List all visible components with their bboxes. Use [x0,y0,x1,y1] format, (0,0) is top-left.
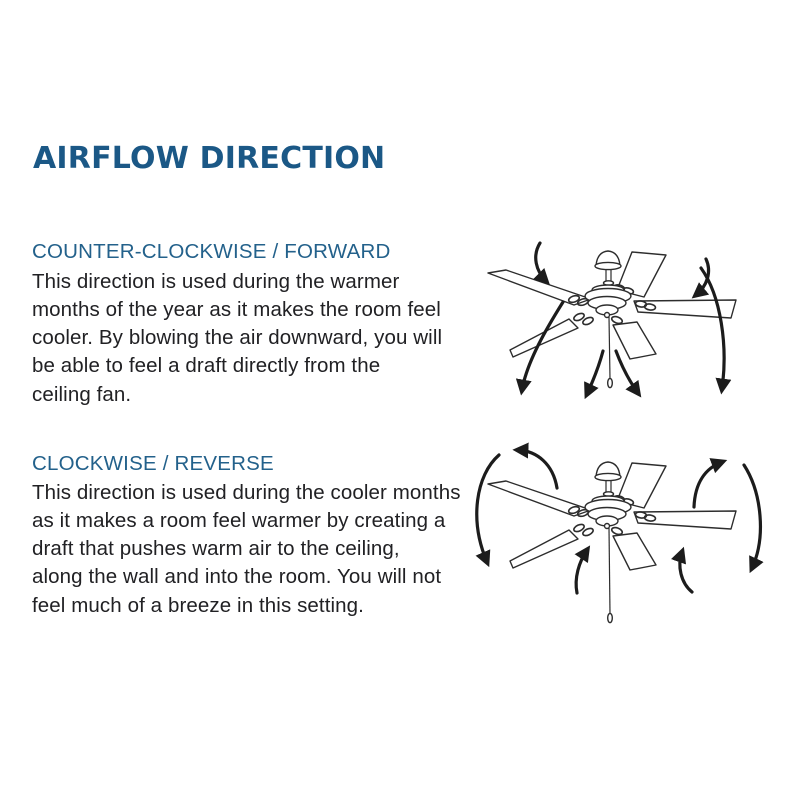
pull-chain [609,528,610,614]
body-line: draft that pushes warm air to the ceiling, [32,537,400,560]
fan-blade [613,533,656,570]
body-line: ceiling fan. [32,383,132,406]
body-line: be able to feel a draft directly from the [32,354,381,377]
body-line: months of the year as it makes the room feel [32,298,441,321]
section-heading-counter-clockwise-forward: COUNTER-CLOCKWISE / FORWARD [32,240,391,263]
up-arrow [576,550,587,593]
section-heading-clockwise-reverse: CLOCKWISE / REVERSE [32,452,274,475]
up-arrow [694,462,722,507]
fan-blade [510,530,578,568]
ceiling-fan-upward-airflow-icon [458,438,798,633]
fan-blade [488,481,591,516]
up-arrow [518,450,557,488]
fan-illustration [488,462,736,570]
body-line: feel much of a breeze in this setting. [32,594,364,617]
body-line: This direction is used during the warmer [32,270,400,293]
fan-illustration [488,251,736,388]
fan-blade [634,511,736,529]
wall-down-arrow [477,455,499,562]
down-arrow [587,351,603,394]
wall-down-arrow [744,465,760,568]
pull-chain [609,317,610,379]
fan-motor [585,285,631,318]
fan-motor [585,496,631,529]
down-arrow [536,243,546,281]
ceiling-fan-downward-airflow-icon [458,237,793,427]
fan-blade [510,319,578,357]
body-line: This direction is used during the cooler months [32,481,461,504]
downward-airflow-arrows [522,243,724,394]
body-line: along the wall and into the room. You will not [32,565,442,588]
up-arrow [680,552,692,592]
body-line: as it makes a room feel warmer by creating a [32,509,446,532]
fan-blade [613,322,656,359]
page-title: AIRFLOW DIRECTION [33,141,386,176]
body-line: cooler. By blowing the air downward, you will [32,326,443,349]
